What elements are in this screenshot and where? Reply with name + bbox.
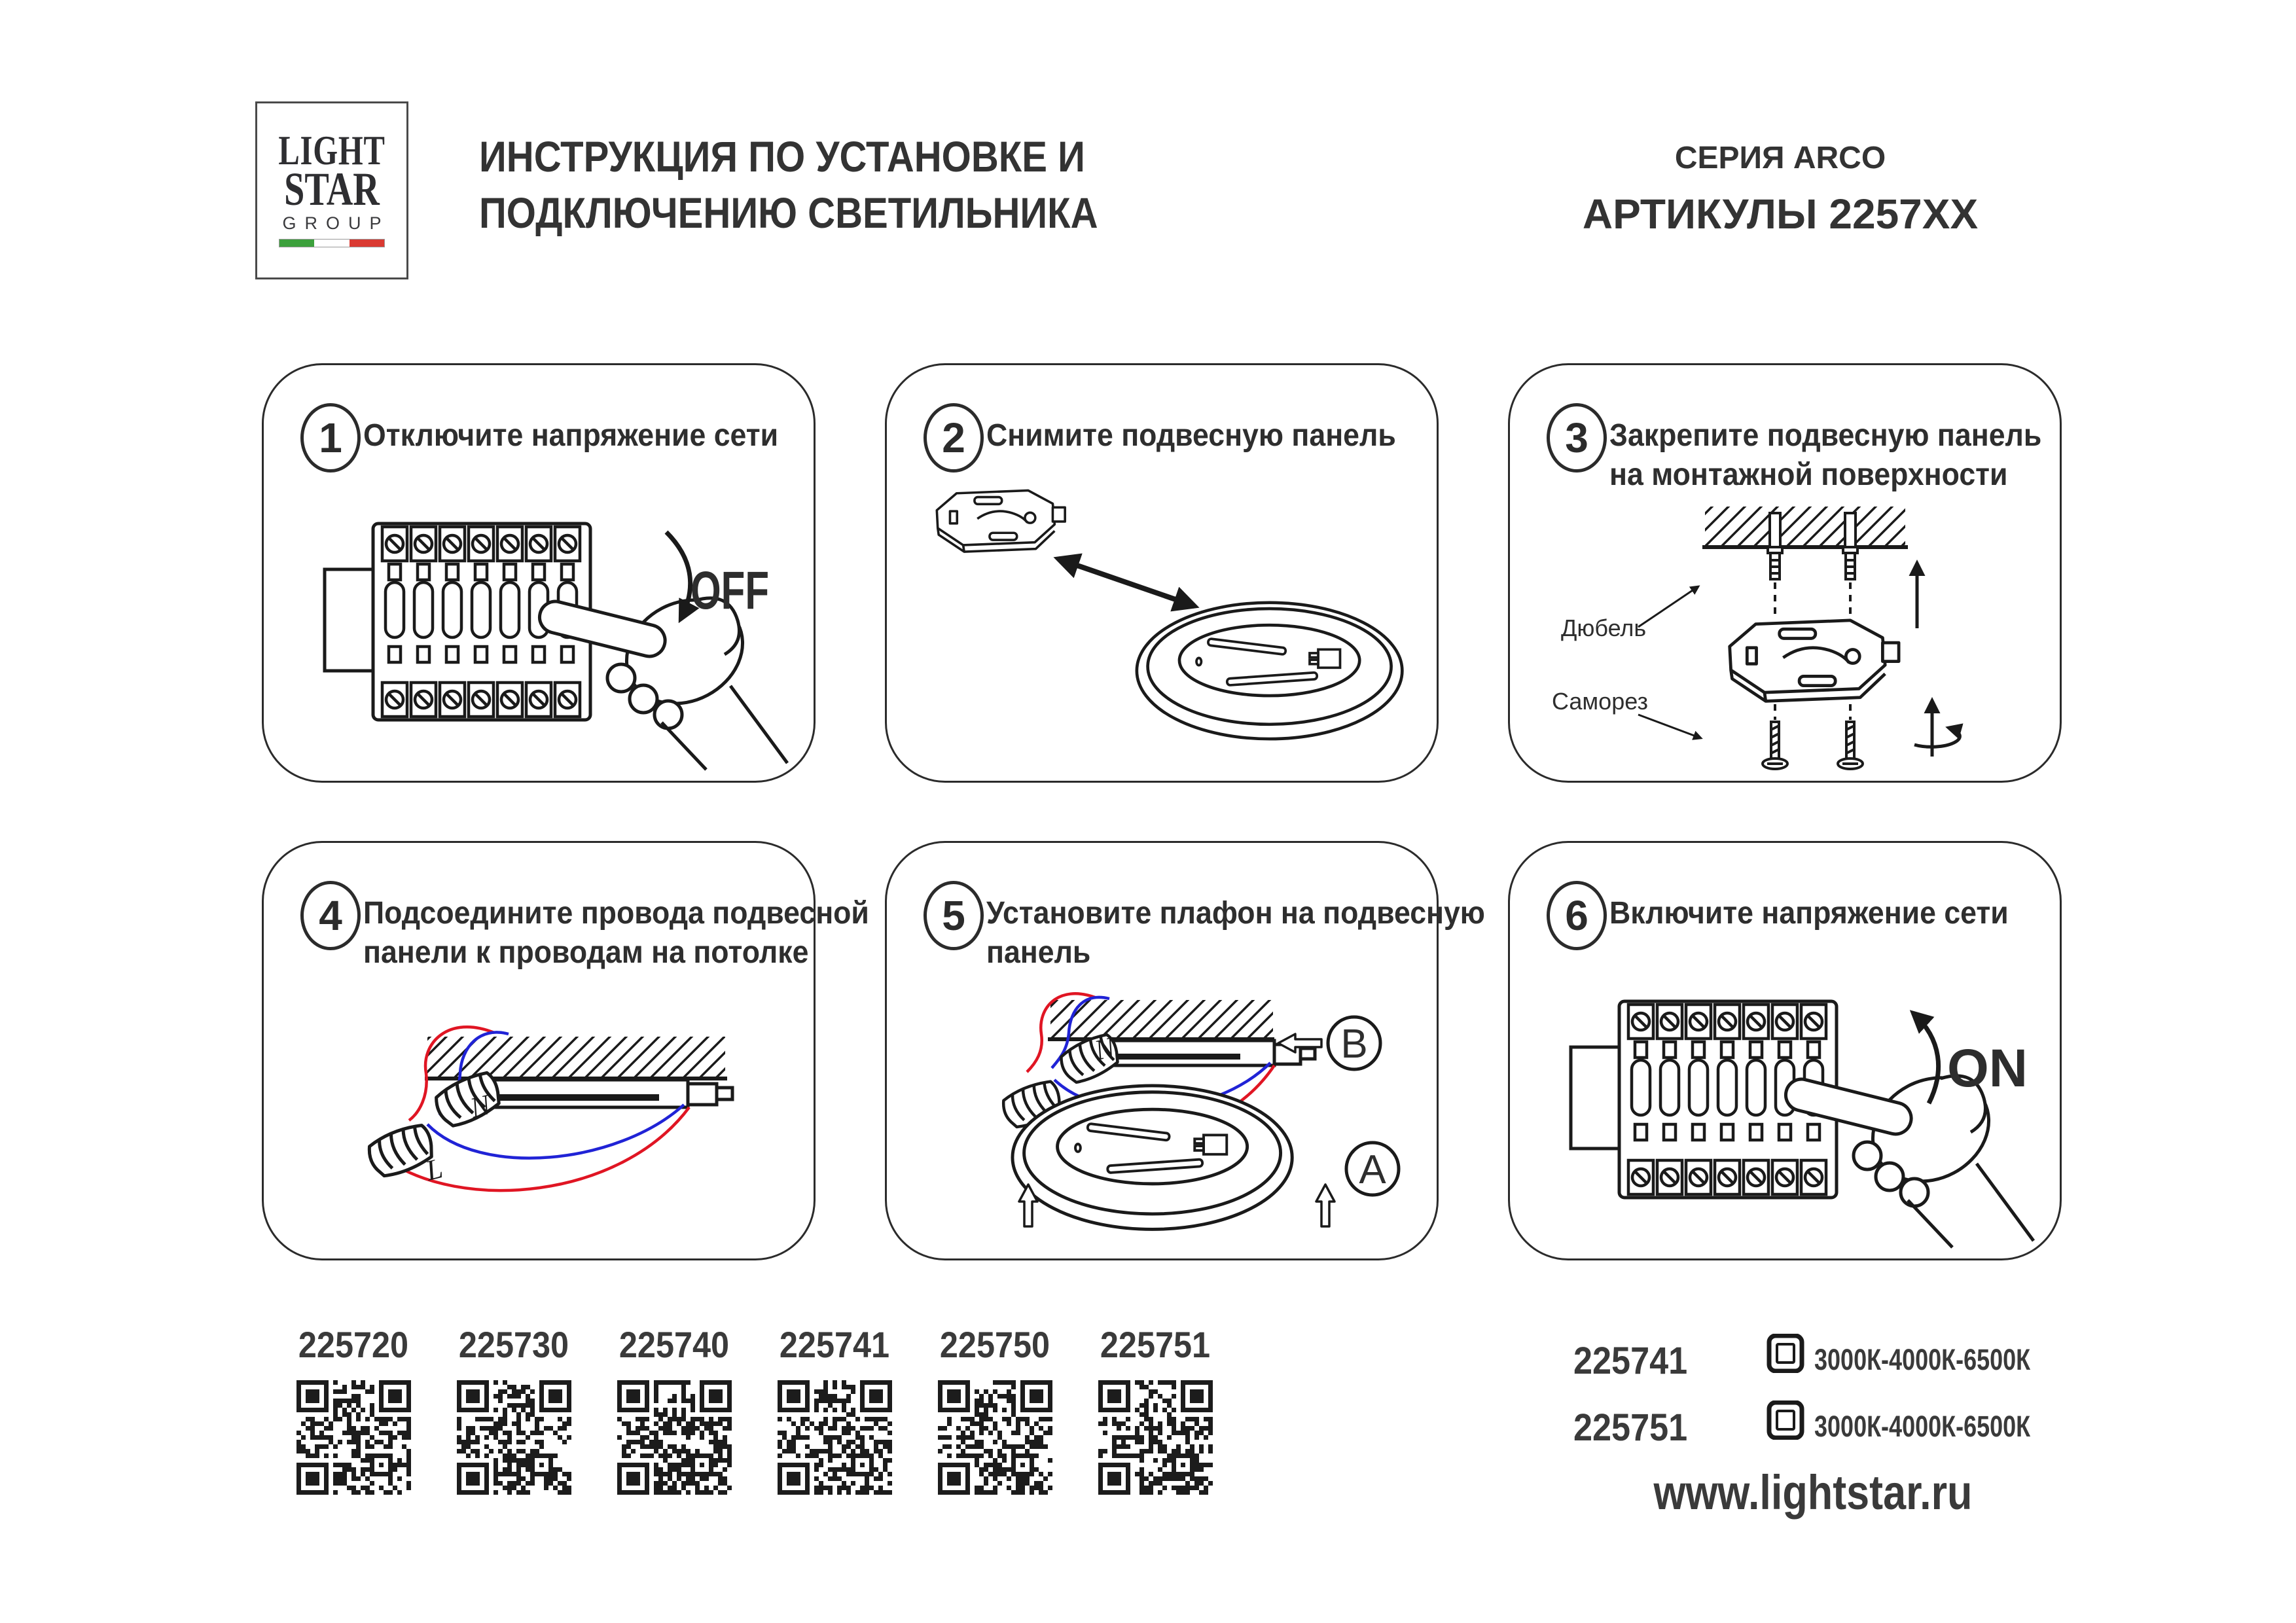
step-6-number-badge: 6: [1547, 881, 1607, 950]
screw-callout: Саморез: [1552, 688, 1648, 715]
page-title: [479, 128, 1098, 241]
step-4-number-badge: 4: [300, 881, 361, 950]
connect-wires-illustration: [264, 843, 869, 1258]
qr-code: [938, 1380, 1052, 1495]
page-title-line2: ПОДКЛЮЧЕНИЮ СВЕТИЛЬНИКА: [479, 188, 1098, 237]
on-label: ON: [1947, 1039, 2028, 1098]
step-panel-1: [262, 363, 816, 783]
qr-code: [296, 1380, 411, 1495]
logo-word-star: STAR: [284, 163, 380, 215]
qr-item: [448, 1323, 579, 1498]
circuit-breaker-off-illustration: [264, 365, 814, 781]
off-label: OFF: [691, 561, 769, 620]
qr-article-number: 225720: [298, 1324, 409, 1365]
step-4-title: Подсоедините провода подвесной панели к проводам на потолке: [363, 896, 869, 970]
qr-code: [1098, 1380, 1213, 1495]
step-3-title: Закрепите подвесную панель на монтажной поверхности: [1609, 418, 2042, 492]
neutral-label: N: [1091, 1031, 1118, 1067]
step-panel-2: [885, 363, 1439, 783]
step-panel-3: [1508, 363, 2062, 783]
color-temps-label: 3000К-4000К-6500К: [1814, 1343, 2031, 1376]
circuit-breaker-on-illustration: [1510, 843, 2060, 1258]
qr-item: [929, 1323, 1060, 1498]
qr-code: [617, 1380, 732, 1495]
ceiling-hatch: [1050, 1000, 1273, 1039]
qr-article-number: 225751: [1100, 1324, 1211, 1365]
qr-article-number: 225730: [458, 1324, 569, 1365]
qr-item: [769, 1323, 900, 1498]
step-5-number-badge: 5: [924, 881, 984, 950]
qr-article-number: 225740: [619, 1324, 730, 1365]
marker-b: B: [1340, 1022, 1368, 1067]
step-panel-4: [262, 841, 869, 1260]
series-label: СЕРИЯ ARCO: [1674, 141, 1886, 175]
up-arrow-icon: [1316, 1185, 1335, 1226]
ceiling-hatch: [1705, 507, 1905, 547]
qr-code: [778, 1380, 892, 1495]
step-1-title: Отключите напряжение сети: [363, 418, 779, 453]
step-2-number-badge: 2: [924, 403, 984, 473]
italian-flag-icon: [279, 239, 385, 247]
variant-article: 225741: [1573, 1340, 1688, 1382]
website-url: www.lightstar.ru: [1653, 1465, 1973, 1520]
color-temps-label: 3000К-4000К-6500К: [1814, 1410, 2031, 1443]
step-panel-6: [1508, 841, 2062, 1260]
step-panel-5: [885, 841, 1485, 1260]
install-shade-illustration: [887, 843, 1485, 1258]
switch-icon: [1766, 1334, 1805, 1373]
qr-item: [609, 1323, 740, 1498]
neutral-label: N: [467, 1088, 493, 1124]
articles-label: АРТИКУЛЫ 2257ХХ: [1582, 190, 1979, 238]
qr-code: [457, 1380, 571, 1495]
step-6-title: Включите напряжение сети: [1609, 896, 2009, 931]
logo-word-group: GROUP: [282, 213, 390, 233]
line-label: L: [422, 1152, 446, 1187]
logo-word-light: LIGHT: [278, 127, 386, 173]
dowel-callout: Дюбель: [1561, 615, 1647, 641]
qr-item: [288, 1323, 419, 1498]
step-1-number-badge: 1: [300, 403, 361, 473]
qr-article-number: 225750: [939, 1324, 1050, 1365]
step-5-title: Установите плафон на подвесную панель: [986, 896, 1485, 970]
qr-item: [1090, 1323, 1221, 1498]
step-3-number-badge: 3: [1547, 403, 1607, 473]
mount-panel-illustration: [1510, 365, 2060, 781]
switch-icon: [1766, 1400, 1805, 1440]
step-2-title: Снимите подвесную панель: [986, 418, 1396, 453]
variant-article: 225751: [1573, 1406, 1688, 1449]
page-title-line1: ИНСТРУКЦИЯ ПО УСТАНОВКЕ И: [479, 132, 1085, 181]
qr-article-number: 225741: [779, 1324, 890, 1365]
lightstar-logo: [255, 101, 408, 279]
remove-panel-illustration: [887, 365, 1437, 781]
marker-a: A: [1359, 1147, 1386, 1192]
